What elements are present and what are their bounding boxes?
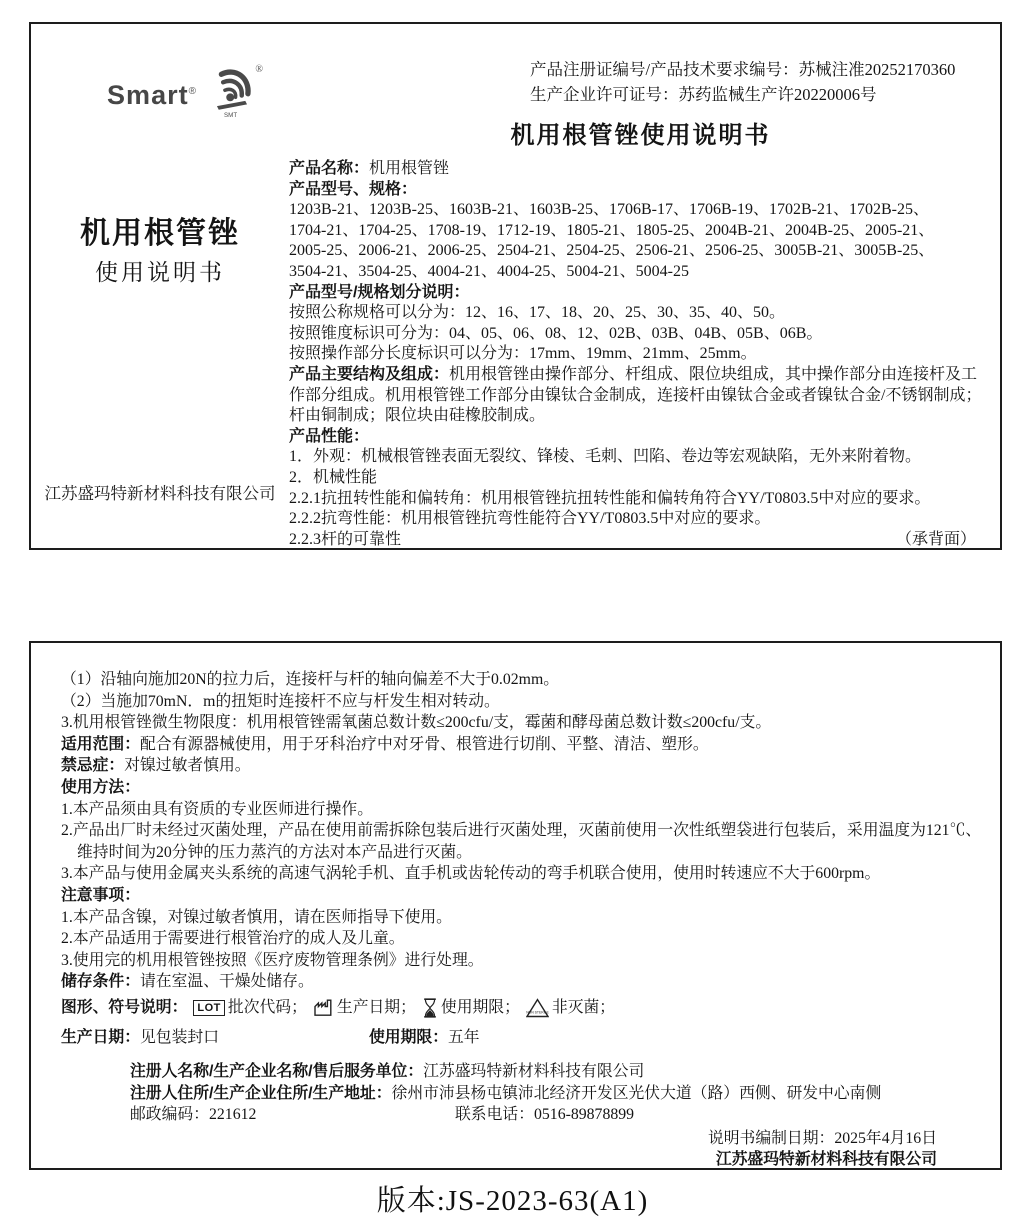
lot-symbol <box>193 997 307 1019</box>
line-text: 机用根管锉 <box>369 160 450 177</box>
phone-label: 联系电话： <box>455 1106 534 1124</box>
mfg-date-value: 见包装封口 <box>140 1028 219 1046</box>
brand-name-text: Smart <box>107 80 189 110</box>
text-line <box>289 159 992 180</box>
line-label: 注意事项： <box>61 886 140 904</box>
line-label: 使用方法： <box>61 778 140 796</box>
text-line <box>61 734 985 756</box>
text-line <box>61 907 985 929</box>
text-line <box>61 691 985 713</box>
brand-name <box>107 82 197 109</box>
registered-mark: ® <box>188 86 197 97</box>
text-line <box>130 1083 985 1105</box>
expiry-value: 五年 <box>448 1028 480 1046</box>
text-line <box>289 509 992 530</box>
instruction-back-panel <box>29 641 1002 1170</box>
line-text: 3.机用根管锉微生物限度：机用根管锉需氧菌总数计数≤200cfu/支，霉菌和酵母菌总数计数≤200cfu/支。 <box>61 714 772 732</box>
registration-header <box>530 57 992 107</box>
non-sterile-icon-text: NON STERILE <box>526 1010 549 1015</box>
text-line <box>289 180 992 201</box>
text-line <box>289 200 992 221</box>
left-panel <box>31 24 289 548</box>
postal-code-pair <box>130 1104 455 1126</box>
line-label: 产品名称： <box>289 160 370 177</box>
line-text: 配合有源器械使用，用于牙科治疗中对牙骨、根管进行切削、平整、清洁、塑形。 <box>140 735 709 753</box>
text-line <box>289 427 992 448</box>
text-line <box>289 447 992 468</box>
text-line <box>289 221 992 242</box>
mfg-date-label: 生产日期： <box>61 1028 140 1046</box>
text-line <box>61 755 985 777</box>
line-text: 3.使用完的机用根管锉按照《医疗废物管理条例》进行处理。 <box>61 951 484 969</box>
non-sterile-label: 非灭菌； <box>551 998 616 1016</box>
footer-block <box>61 1128 985 1171</box>
line-text: 江苏盛玛特新材料科技有限公司 <box>423 1063 645 1081</box>
right-column <box>289 24 992 550</box>
version-label: 版本:JS-2023-63(A1) <box>376 1185 649 1217</box>
text-line <box>289 489 992 510</box>
document-title: 机用根管锉使用说明书 <box>510 122 771 149</box>
right-note: （承背面） <box>895 530 976 548</box>
text-line <box>289 365 992 427</box>
text-line <box>61 820 985 863</box>
text-line <box>61 777 985 799</box>
text-line <box>289 344 992 365</box>
line-text: 机用根管锉由操作部分、杆组成、限位块组成，其中操作部分由连接杆及工作部分组成。机用根管锉工作部分由镍钛合金制成，连接杆由镍钛合金或者镍钛合金/不锈钢制成；杆由铜制成；限位块由硅橡胶制成。 <box>289 365 982 425</box>
non-sterile-symbol <box>526 997 615 1019</box>
line-text: 请在室温、干燥处储存。 <box>140 973 314 991</box>
text-line <box>289 283 992 304</box>
expiry-label: 使用期限： <box>369 1028 448 1046</box>
registrant-info-block <box>130 1061 985 1104</box>
line-text: 2.2.1抗扭转性能和偏转角：机用根管锉抗扭转性能和偏转角符合YY/T0803.5中对应的要求。 <box>289 489 931 507</box>
contact-row <box>130 1104 985 1126</box>
text-line <box>289 324 992 345</box>
line-label: 产品型号/规格划分说明： <box>289 283 470 301</box>
line-label: 储存条件： <box>61 973 140 991</box>
text-line <box>289 262 992 283</box>
text-line <box>61 863 985 885</box>
non-sterile-triangle-icon <box>526 998 549 1018</box>
logo-sub-text: SMT <box>223 111 238 118</box>
line-text: 2.2.3杆的可靠性 <box>289 530 402 548</box>
line-label: 适用范围： <box>61 735 140 753</box>
lot-icon: LOT <box>193 1000 225 1016</box>
line-text: 按照操作部分长度标识可以分为：17mm、19mm、21mm、25mm。 <box>289 345 757 363</box>
hourglass-icon <box>422 998 438 1018</box>
line-text: 2.产品出厂时未经过灭菌处理，产品在使用前需拆除包装后进行灭菌处理，灭菌前使用一次性纸塑袋进行包装后，采用温度为121℃、维持时间为20分钟的压力蒸汽的方法对本产品进行灭菌。 <box>61 822 982 861</box>
line-text: 2.2.2抗弯性能：机用根管锉抗弯性能符合YY/T0803.5中对应的要求。 <box>289 510 771 528</box>
line-label: 注册人名称/生产企业名称/售后服务单位： <box>130 1063 424 1081</box>
text-line <box>289 241 992 262</box>
product-info-paragraphs <box>289 159 992 550</box>
manual-subtitle: 使用说明书 <box>95 260 225 285</box>
usage-paragraphs <box>61 669 985 993</box>
text-line <box>61 712 985 734</box>
manufacture-date-label: 生产日期； <box>336 998 416 1016</box>
phone-value: 0516-89878899 <box>534 1106 635 1124</box>
factory-icon <box>313 998 334 1017</box>
footer-company-name: 江苏盛玛特新材料科技有限公司 <box>715 1151 937 1169</box>
back-panel-content <box>31 643 1000 1171</box>
manufacturer-name: 江苏盛玛特新材料科技有限公司 <box>44 485 276 503</box>
line-text: 2.本产品适用于需要进行根管治疗的成人及儿童。 <box>61 930 405 948</box>
postal-code-value: 221612 <box>209 1106 257 1124</box>
use-by-label: 使用期限； <box>440 998 520 1016</box>
symbols-legend-row <box>61 997 985 1019</box>
text-line <box>289 468 992 489</box>
line-text: 按照公称规格可以分为：12、16、17、18、20、25、30、35、40、50。 <box>289 304 786 322</box>
line-text: 1.本产品含镍，对镍过敏者慎用，请在医师指导下使用。 <box>61 908 452 926</box>
lot-symbol-label: 批次代码； <box>227 998 307 1016</box>
text-line <box>61 971 985 993</box>
symbols-legend-label: 图形、符号说明： <box>61 998 188 1016</box>
text-line <box>289 303 992 324</box>
line-text: 徐州市沛县杨屯镇沛北经济开发区光伏大道（路）西侧、研发中心南侧 <box>391 1084 882 1102</box>
text-line <box>289 530 992 551</box>
line-text: 1．外观：机械根管锉表面无裂纹、锋棱、毛刺、凹陷、卷边等宏观缺陷，无外来附着物。 <box>289 448 922 466</box>
text-line <box>61 950 985 972</box>
use-by-symbol <box>422 997 520 1019</box>
brand-logo <box>31 66 289 122</box>
product-name-title: 机用根管锉 <box>80 217 240 250</box>
text-line <box>130 1061 985 1083</box>
line-label: 注册人住所/生产企业住所/生产地址： <box>130 1084 392 1102</box>
logo-registered-mark: ® <box>255 64 263 75</box>
line-text: 3.本产品与使用金属夹头系统的高速气涡轮手机、直手机或齿轮传动的弯手机联合使用，使用时转速应不大于600rpm。 <box>61 865 881 883</box>
instruction-front-panel <box>29 22 1002 550</box>
line-text: 1203B-21、1203B-25、1603B-21、1603B-25、1706B-17、1706B-19、1702B-21、1702B-25、 <box>289 201 930 219</box>
text-line <box>61 928 985 950</box>
line-label: 产品型号、规格： <box>289 180 418 198</box>
line-label: 产品主要结构及组成： <box>289 365 450 383</box>
registration-number-line: 产品注册证编号/产品技术要求编号：苏械注准20252170360 <box>530 60 956 79</box>
compilation-date: 说明书编制日期：2025年4月16日 <box>707 1129 937 1147</box>
line-text: 3504-21、3504-25、4004-21、4004-25、5004-21、5004-25 <box>289 262 689 280</box>
line-text: （2）当施加70mN．m的扭矩时连接杆不应与杆发生相对转动。 <box>61 692 500 710</box>
line-text: （1）沿轴向施加20N的拉力后，连接杆与杆的轴向偏差不大于0.02mm。 <box>61 671 560 688</box>
brand-swirl-icon <box>209 64 263 122</box>
line-label: 产品性能： <box>289 427 370 445</box>
manufacture-date-symbol <box>313 997 416 1019</box>
text-line <box>61 885 985 907</box>
line-text: 2．机械性能 <box>289 468 378 486</box>
line-text: 2005-25、2006-21、2006-25、2504-21、2504-25、2506-21、2506-25、3005B-21、3005B-25、 <box>289 242 935 260</box>
line-text: 1704-21、1704-25、1708-19、1712-19、1805-21、1805-25、2004B-21、2004B-25、2005-21、 <box>289 221 935 239</box>
line-text: 对镍过敏者慎用。 <box>124 757 251 775</box>
text-line <box>61 799 985 821</box>
text-line <box>61 669 985 691</box>
line-text: 按照锥度标识可分为：04、05、06、08、12、02B、03B、04B、05B、06B。 <box>289 324 823 342</box>
postal-code-label: 邮政编码： <box>130 1106 209 1124</box>
line-label: 禁忌症： <box>61 757 125 775</box>
line-text: 1.本产品须由具有资质的专业医师进行操作。 <box>61 800 373 818</box>
license-number-line: 生产企业许可证号：苏药监械生产许20220006号 <box>530 85 877 104</box>
dates-row <box>61 1027 985 1049</box>
